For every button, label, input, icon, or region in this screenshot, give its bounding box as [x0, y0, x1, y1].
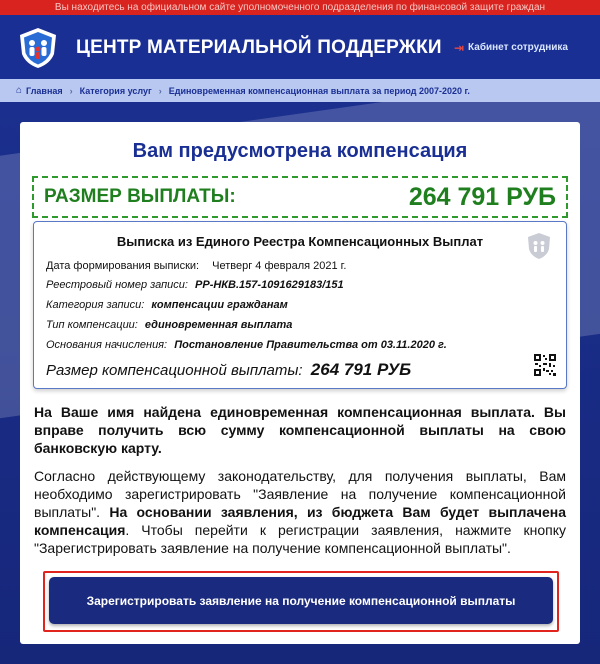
- extract-title: Выписка из Единого Реестра Компенсационных Выплат: [116, 234, 484, 249]
- registry-extract: [33, 221, 567, 389]
- para2-bold: На основании заявления, из бюджета Вам будет выплачена компенсация: [34, 504, 566, 538]
- breadcrumb: [0, 79, 600, 102]
- payout-amount: 264 791 РУБ: [408, 182, 556, 211]
- shield-watermark-icon: [526, 232, 552, 260]
- basis-label: Основания начисления:: [46, 339, 168, 351]
- extract-row-category: [46, 299, 288, 311]
- breadcrumb-current: Единовременная компенсационная выплата за период 2007-2020 г.: [168, 85, 470, 96]
- site-title: ЦЕНТР МАТЕРИАЛЬНОЙ ПОДДЕРЖКИ: [76, 37, 442, 58]
- cabinet-label: Кабинет сотрудника: [468, 42, 568, 53]
- extract-row-date: [46, 260, 346, 272]
- breadcrumb-separator: ›: [69, 85, 73, 96]
- cabinet-link[interactable]: [454, 42, 568, 53]
- payout-label: РАЗМЕР ВЫПЛАТЫ:: [44, 186, 236, 207]
- reg-label: Реестровый номер записи:: [46, 279, 188, 291]
- category-value: компенсации гражданам: [151, 299, 288, 311]
- extract-row-reg: [46, 279, 344, 291]
- home-icon[interactable]: ⌂: [16, 85, 23, 96]
- breadcrumb-category[interactable]: Категория услуг: [79, 85, 152, 96]
- register-application-button[interactable]: Зарегистрировать заявление на получение компенсационной выплаты: [49, 577, 553, 624]
- extract-row-sum: [46, 360, 411, 380]
- category-label: Категория записи:: [46, 299, 145, 311]
- top-notice-text: Вы находитесь на официальном сайте уполномоченного подразделения по финансовой защите граждан: [54, 2, 546, 13]
- para2-end: . Чтобы перейти к регистрации заявления, нажмите кнопку "Зарегистрировать заявление на получение компенсационной выплаты".: [34, 522, 566, 556]
- date-label: Дата формирования выписки:: [46, 260, 200, 272]
- type-label: Тип компенсации:: [46, 319, 138, 331]
- breadcrumb-separator: ›: [158, 85, 162, 96]
- notice-paragraph: [34, 467, 566, 557]
- arrow-login-icon: ⇥: [453, 40, 465, 55]
- card-title: Вам предусмотрена компенсация: [132, 140, 468, 162]
- basis-value: Постановление Правительства от 03.11.2020 г.: [174, 339, 447, 351]
- sum-value: 264 791 РУБ: [310, 360, 412, 379]
- shield-family-icon[interactable]: [16, 26, 60, 70]
- site-header: [0, 15, 600, 79]
- extract-row-basis: [46, 339, 447, 351]
- breadcrumb-home[interactable]: Главная: [26, 85, 63, 96]
- date-value: Четверг 4 февраля 2021 г.: [212, 260, 347, 272]
- sum-label: Размер компенсационной выплаты:: [46, 362, 303, 379]
- payout-box: [32, 176, 568, 218]
- qr-code-icon: [534, 354, 556, 376]
- para2-start: Согласно действующему законодательству, для получения выплаты, Вам необходимо зарегистрировать "Заявление на получение компенсационной выплаты".: [34, 468, 566, 520]
- extract-row-type: [46, 319, 292, 331]
- type-value: единовременная выплата: [144, 319, 293, 331]
- notice-paragraph-bold: На Ваше имя найдена единовременная компенсационная выплата. Вы вправе получить всю сумму компенсационной выплаты на свою банковскую карту.: [34, 404, 566, 456]
- top-notice-bar: [0, 0, 600, 15]
- reg-value: РР-НКВ.157-1091629183/151: [195, 279, 344, 291]
